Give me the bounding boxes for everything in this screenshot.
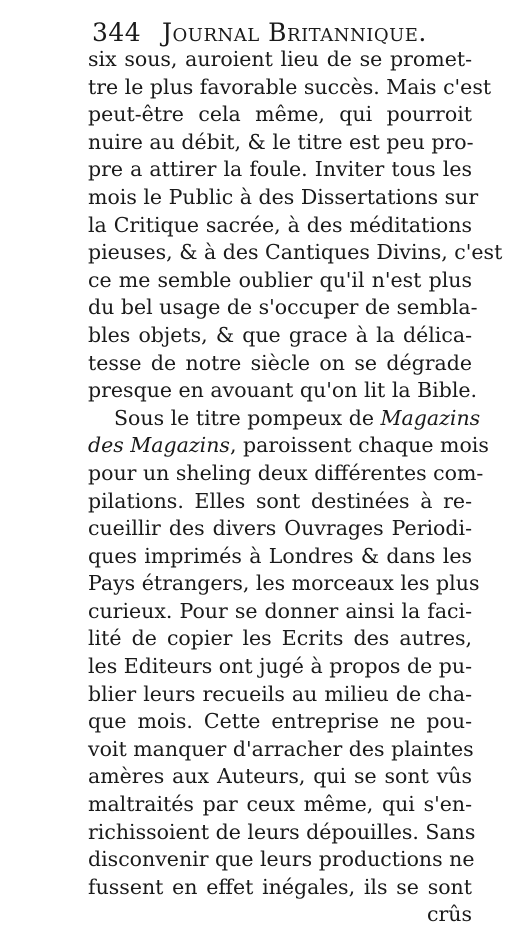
magazine-title-italic: des Magazins	[88, 433, 230, 458]
text-line: les Editeurs ont jugé à propos de pu-	[88, 654, 472, 679]
text-line: pieuses, & à des Cantiques Divins, c'est	[88, 240, 503, 265]
text-line: six sous, auroient lieu de se promet-	[88, 47, 472, 71]
text-line: amères aux Auteurs, qui se sont vûs	[88, 764, 472, 789]
text-line: disconvenir que leurs productions ne	[88, 847, 475, 872]
journal-title: Journal Britannique.	[162, 18, 427, 47]
text-line: du bel usage de s'occuper de sembla-	[88, 295, 478, 320]
text-line: cueillir des divers Ouvrages Periodi-	[88, 516, 472, 541]
text-line: peut-être cela même, qui pourroit	[88, 102, 472, 127]
text-line: voit manquer d'arracher des plaintes	[88, 736, 474, 761]
text-line	[88, 405, 481, 433]
text-line: la Critique sacrée, à des méditations	[88, 212, 472, 237]
text-line: ce me semble oublier qu'il n'est plus	[88, 267, 472, 292]
text-line: richissoient de leurs dépouilles. Sans	[88, 819, 476, 844]
magazine-title-italic: Magazins	[380, 405, 481, 430]
text-line: presque en avouant qu'on lit la Bible.	[88, 378, 478, 403]
text-line: maltraités par ceux même, qui s'en-	[88, 792, 472, 817]
text-line: bles objets, & que grace à la délica-	[88, 322, 472, 347]
text-line: que mois. Cette entreprise ne pou-	[88, 709, 472, 734]
text-line: mois le Public à des Dissertations sur	[88, 184, 479, 209]
text-line: tre le plus favorable succès. Mais c'est	[88, 74, 492, 99]
catchword: crûs	[426, 902, 472, 927]
text-line: fussent en effet inégales, ils se sont	[88, 874, 472, 899]
text-line	[88, 432, 489, 460]
text-line: curieux. Pour se donner ainsi la faci-	[88, 598, 472, 623]
text-line: pre a attirer la foule. Inviter tous les	[88, 157, 472, 182]
text-line: pilations. Elles sont destinées à re-	[88, 488, 472, 513]
body-text	[88, 46, 503, 929]
text-line: pour un sheling deux différentes com-	[88, 460, 484, 485]
text-line: ques imprimés à Londres & dans les	[88, 543, 472, 568]
page-number: 344	[92, 18, 142, 47]
text-run: , paroissent chaque mois	[229, 433, 489, 458]
text-line: nuire au débit, & le titre est peu pro-	[88, 129, 474, 154]
text-line: lité de copier les Ecrits des autres,	[88, 626, 472, 651]
text-line: Pays étrangers, les morceaux les plus	[88, 571, 480, 596]
text-run: Sous le titre pompeux de	[114, 405, 381, 430]
text-line: blier leurs recueils au milieu de cha-	[88, 681, 472, 706]
text-line: tesse de notre siècle on se dégrade	[88, 350, 472, 375]
